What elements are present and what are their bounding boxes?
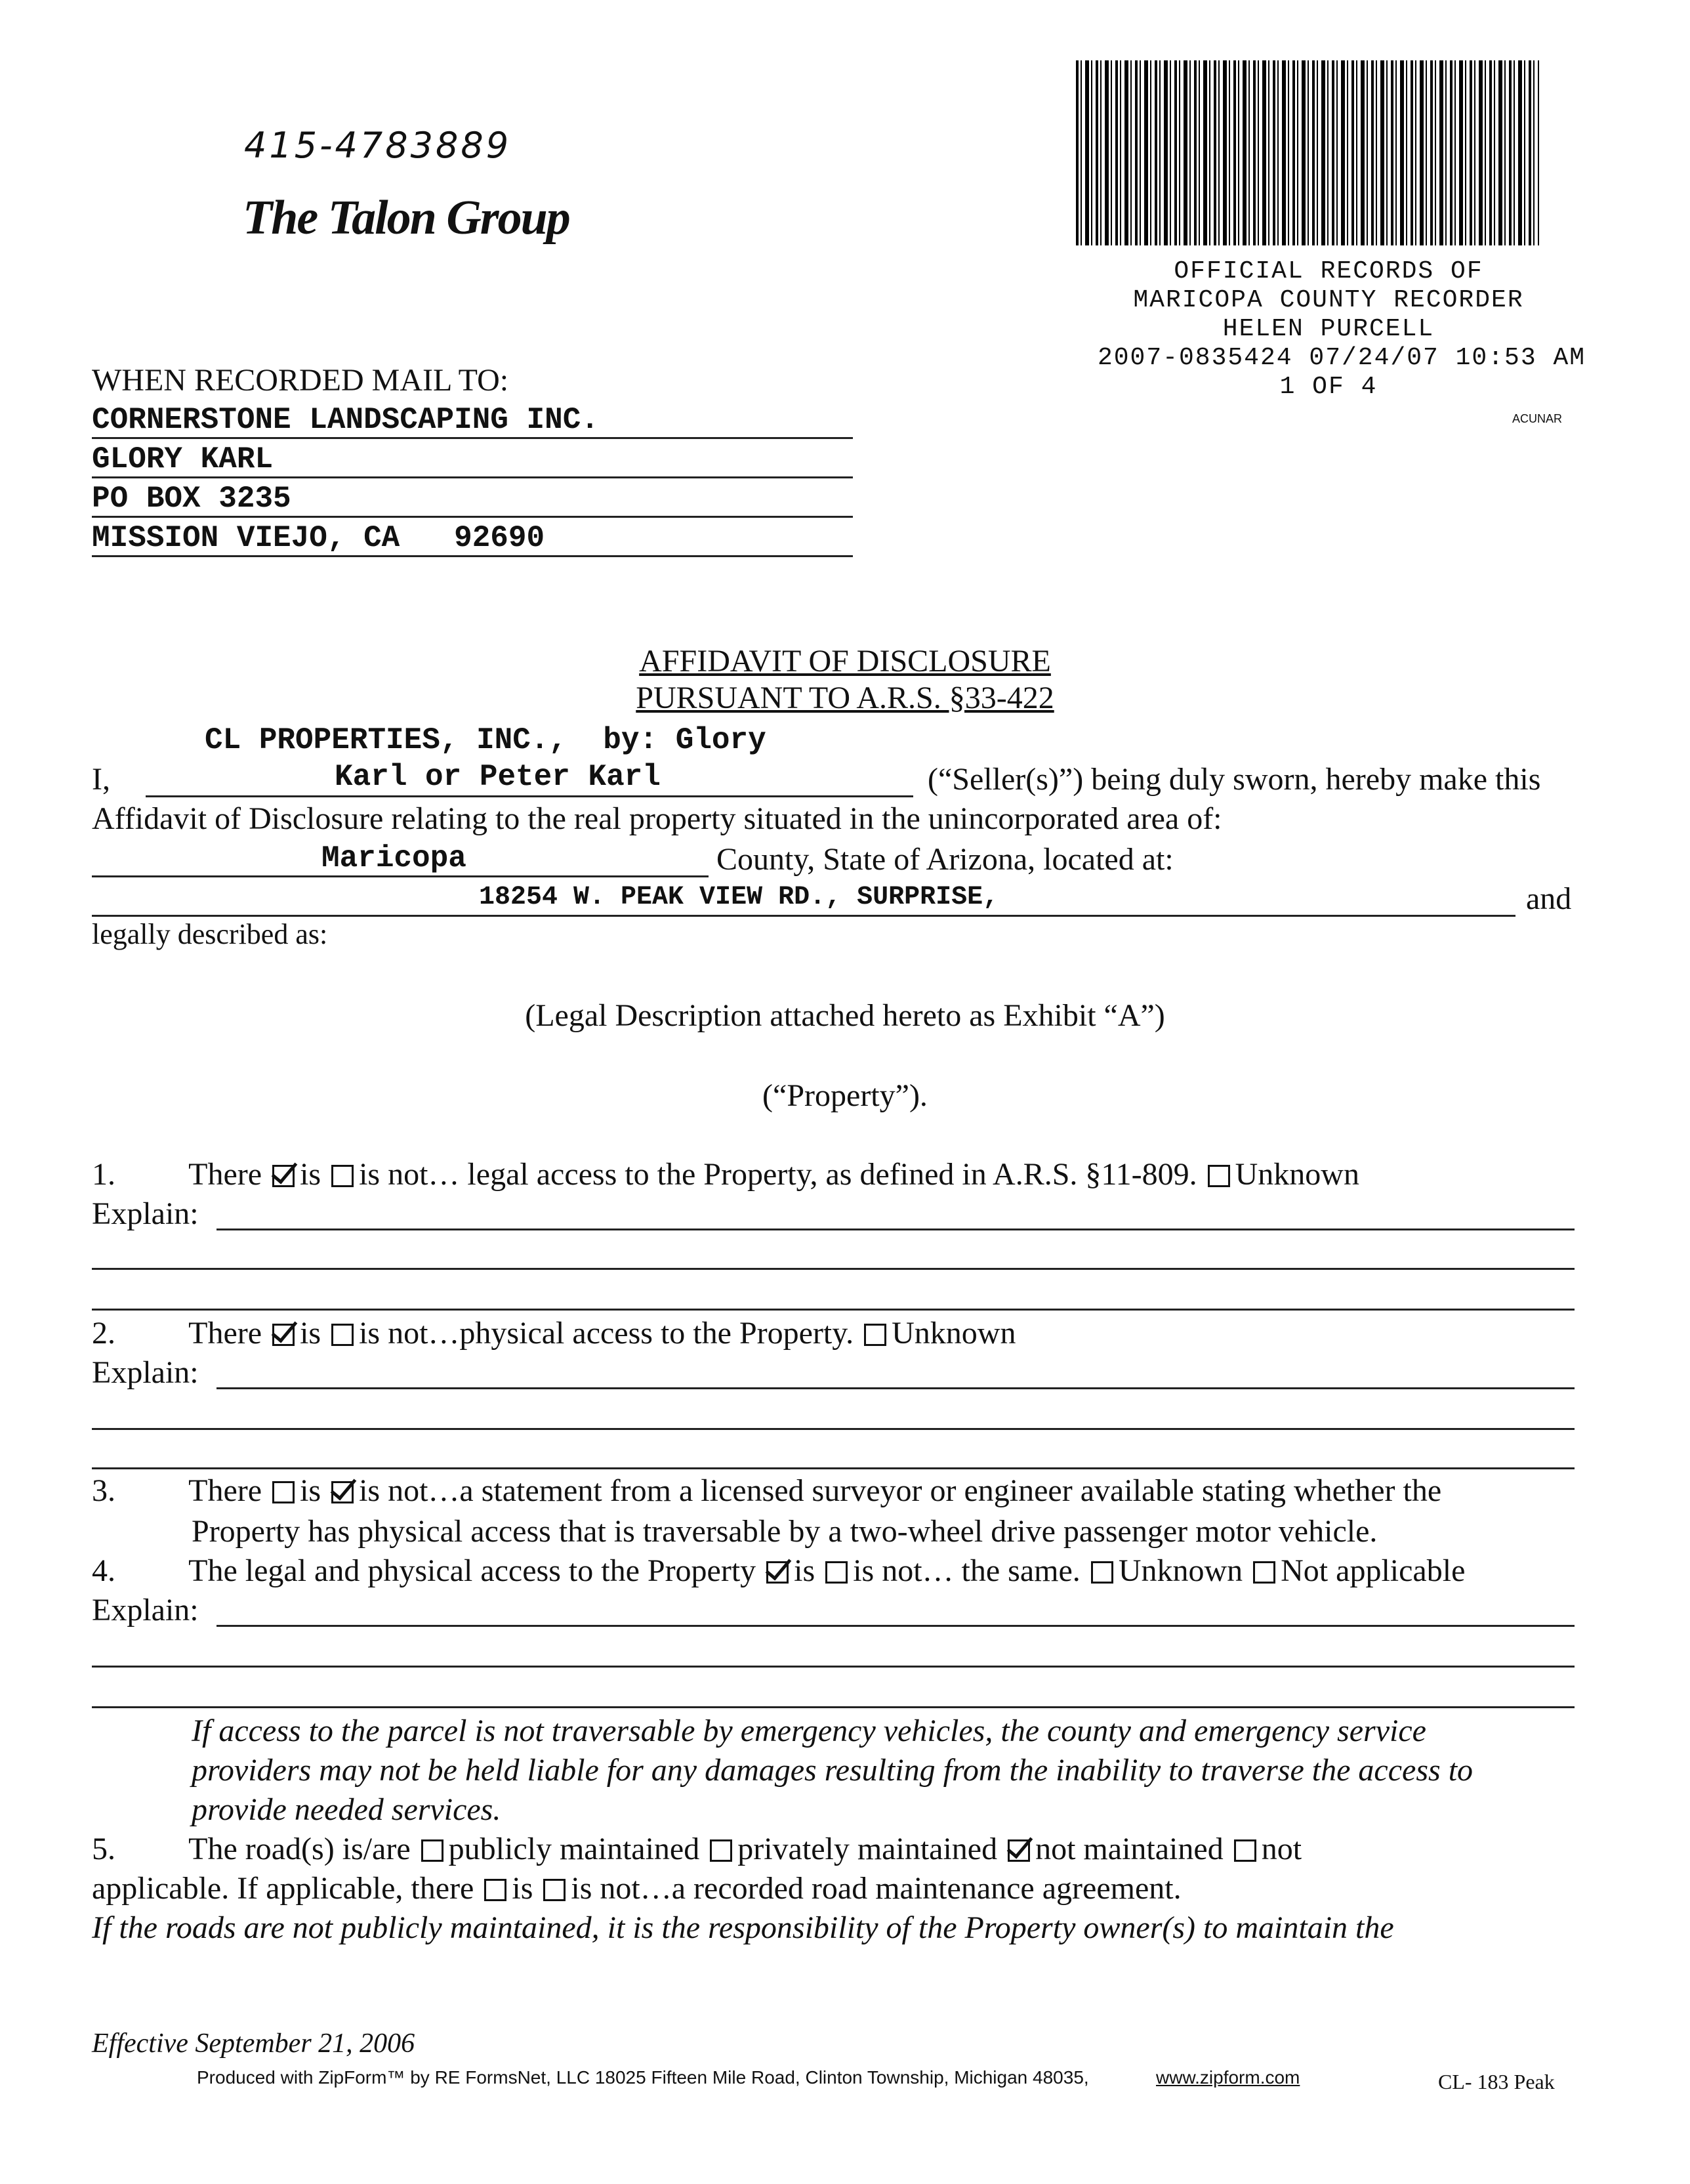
item-4-unknown-label: Unknown xyxy=(1118,1553,1243,1588)
item-4 xyxy=(92,1553,1465,1589)
item-5-publicly-checkbox[interactable] xyxy=(421,1839,443,1862)
item-2 xyxy=(92,1315,1016,1352)
item-1-unknown-label: Unknown xyxy=(1235,1157,1359,1192)
item-1-explain-line-3[interactable] xyxy=(92,1309,1575,1311)
item-1 xyxy=(92,1156,1359,1193)
produced-with-text: Produced with ZipForm™ by RE FormsNet, LLC 18025 Fifteen Mile Road, Clinton Township, Michigan 48035, xyxy=(197,2067,1089,2088)
item-5-privately-label: privately maintained xyxy=(737,1832,998,1866)
item-4-not-applicable-label: Not applicable xyxy=(1281,1553,1466,1588)
county-name: Maricopa xyxy=(321,841,466,875)
recorder-stamp xyxy=(1050,257,1607,402)
item-4-explain-line-3[interactable] xyxy=(92,1706,1575,1708)
item-1-explain-line-2[interactable] xyxy=(92,1268,1575,1270)
item-4-not-applicable-checkbox[interactable] xyxy=(1253,1561,1275,1584)
emergency-notice-line-3: provide needed services. xyxy=(192,1792,501,1827)
item-3 xyxy=(92,1473,1441,1509)
mail-to-line-1: CORNERSTONE LANDSCAPING INC. xyxy=(92,403,599,437)
zipform-link[interactable]: www.zipform.com xyxy=(1156,2067,1300,2088)
item-5-line-2 xyxy=(92,1870,1182,1907)
item-2-explain-line-3[interactable] xyxy=(92,1467,1575,1469)
item-1-unknown-checkbox[interactable] xyxy=(1208,1165,1230,1187)
item-2-is-label: is xyxy=(300,1316,321,1351)
county-suffix-text: County, State of Arizona, located at: xyxy=(716,842,1174,877)
item-5-line-3: If the roads are not publicly maintained, it is the responsibility of the Property owner(s) to maintain the xyxy=(92,1910,1394,1945)
recorder-line-1: OFFICIAL RECORDS OF xyxy=(1174,257,1483,285)
item-4-is-not-label: is not… the same. xyxy=(853,1553,1081,1588)
item-5-not-maintained-checkbox[interactable] xyxy=(1008,1839,1030,1862)
item-3-number: 3. xyxy=(92,1473,115,1508)
form-code: CL- 183 Peak xyxy=(1438,2070,1555,2093)
item-3-line-2: Property has physical access that is traversable by a two-wheel drive passenger motor vehicle. xyxy=(192,1514,1378,1549)
emergency-notice-line-2: providers may not be held liable for any damages resulting from the inability to traverse the access to xyxy=(192,1753,1474,1788)
seller-suffix-text: (“Seller(s)”) being duly sworn, hereby make this xyxy=(928,762,1541,797)
item-1-is-checkbox[interactable] xyxy=(272,1165,295,1187)
item-5-not-maintained-label: not maintained xyxy=(1035,1832,1224,1866)
recorder-line-3: HELEN PURCELL xyxy=(1222,315,1435,343)
seller-name-line-2: Karl or Peter Karl xyxy=(335,760,661,794)
barcode-image xyxy=(1076,60,1539,245)
item-4-is-label: is xyxy=(794,1553,815,1588)
item-4-explain-label: Explain: xyxy=(92,1593,199,1628)
item-2-number: 2. xyxy=(92,1316,115,1351)
item-1-is-label: is xyxy=(300,1157,321,1192)
item-1-is-not-checkbox[interactable] xyxy=(331,1165,354,1187)
item-3-is-not-label: is not…a statement from a licensed surveyor or engineer available stating whether the xyxy=(359,1473,1442,1508)
item-1-there: There xyxy=(188,1157,262,1192)
seller-name-line-1: CL PROPERTIES, INC., by: Glory xyxy=(205,723,766,757)
handwritten-phone-number: 415-4783889 xyxy=(244,125,512,166)
and-text: and xyxy=(1526,881,1572,916)
item-5-text: The road(s) is/are xyxy=(188,1832,411,1866)
item-4-explain-line-1[interactable] xyxy=(216,1625,1575,1627)
property-address: 18254 W. PEAK VIEW RD., SURPRISE, xyxy=(479,883,999,912)
item-2-is-checkbox[interactable] xyxy=(272,1324,295,1346)
mail-to-line-3: PO BOX 3235 xyxy=(92,482,291,516)
item-4-is-checkbox[interactable] xyxy=(766,1561,789,1584)
legally-described-text: legally described as: xyxy=(92,918,328,950)
item-3-is-not-checkbox[interactable] xyxy=(331,1481,354,1503)
item-5-number: 5. xyxy=(92,1832,115,1866)
item-5-publicly-label: publicly maintained xyxy=(448,1832,700,1866)
property-text: (“Property”). xyxy=(762,1078,928,1113)
item-4-number: 4. xyxy=(92,1553,115,1588)
recorder-line-2: MARICOPA COUNTY RECORDER xyxy=(1133,286,1524,314)
item-2-unknown-checkbox[interactable] xyxy=(864,1324,886,1346)
relating-text: Affidavit of Disclosure relating to the real property situated in the unincorporated area of: xyxy=(92,801,1222,836)
item-5-agreement-is-not-label: is not…a recorded road maintenance agreement. xyxy=(571,1871,1182,1906)
document-title: AFFIDAVIT OF DISCLOSURE xyxy=(639,644,1051,679)
seller-i-label: I, xyxy=(92,762,110,797)
item-3-there: There xyxy=(188,1473,262,1508)
item-3-is-checkbox[interactable] xyxy=(272,1481,295,1503)
item-2-explain-label: Explain: xyxy=(92,1355,199,1390)
item-4-text: The legal and physical access to the Property xyxy=(188,1553,756,1588)
item-2-explain-line-1[interactable] xyxy=(216,1387,1575,1389)
document-subtitle: PURSUANT TO A.R.S. §33-422 xyxy=(636,681,1054,715)
item-5-privately-checkbox[interactable] xyxy=(710,1839,732,1862)
item-4-is-not-checkbox[interactable] xyxy=(825,1561,848,1584)
item-4-explain-line-2[interactable] xyxy=(92,1666,1575,1668)
item-5-not-label: not xyxy=(1261,1832,1302,1866)
talon-group-logo: The Talon Group xyxy=(243,191,569,245)
item-2-explain-line-2[interactable] xyxy=(92,1428,1575,1430)
item-3-is-label: is xyxy=(300,1473,321,1508)
mail-to-line-4: MISSION VIEJO, CA 92690 xyxy=(92,521,545,555)
item-5-agreement-is-checkbox[interactable] xyxy=(484,1879,506,1901)
item-5-agreement-is-not-checkbox[interactable] xyxy=(543,1879,566,1901)
item-1-explain-label: Explain: xyxy=(92,1196,199,1231)
item-2-is-not-checkbox[interactable] xyxy=(331,1324,354,1346)
item-4-unknown-checkbox[interactable] xyxy=(1091,1561,1113,1584)
mail-to-line-2: GLORY KARL xyxy=(92,442,274,476)
item-1-is-not-label: is not… legal access to the Property, as defined in A.R.S. §11-809. xyxy=(359,1157,1197,1192)
item-1-explain-line-1[interactable] xyxy=(216,1228,1575,1230)
recorder-line-4: 2007-0835424 07/24/07 10:53 AM xyxy=(1097,344,1586,372)
item-5-applicable-text: applicable. If applicable, there xyxy=(92,1871,474,1906)
legal-description-text: (Legal Description attached hereto as Exhibit “A”) xyxy=(525,998,1165,1033)
item-5-not-applicable-checkbox[interactable] xyxy=(1234,1839,1256,1862)
effective-date: Effective September 21, 2006 xyxy=(92,2028,415,2059)
mail-to-label: WHEN RECORDED MAIL TO: xyxy=(92,363,509,398)
recorder-line-5: 1 OF 4 xyxy=(1279,373,1378,401)
recorder-clerk: ACUNAR xyxy=(1512,412,1563,425)
item-2-there: There xyxy=(188,1316,262,1351)
emergency-notice-line-1: If access to the parcel is not traversable by emergency vehicles, the county and emergency service xyxy=(192,1713,1426,1748)
item-5-agreement-is-label: is xyxy=(512,1871,533,1906)
item-1-number: 1. xyxy=(92,1157,115,1192)
item-2-is-not-label: is not…physical access to the Property. xyxy=(359,1316,854,1351)
item-5 xyxy=(92,1831,1302,1868)
item-2-unknown-label: Unknown xyxy=(892,1316,1016,1351)
